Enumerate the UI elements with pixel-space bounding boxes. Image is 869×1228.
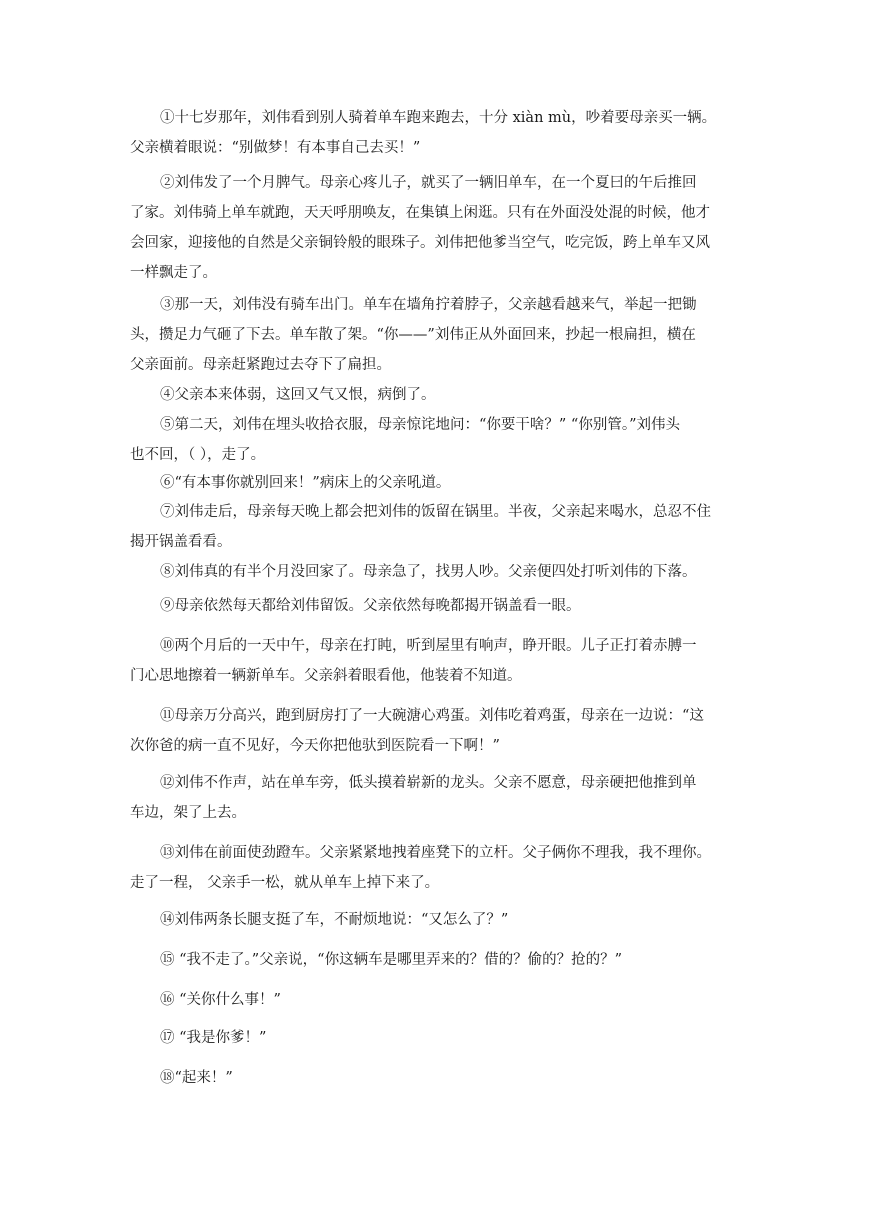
text-line: ⑮ “我不走了。”父亲说，“你这辆车是哪里弄来的？借的？偷的？抢的？” — [160, 952, 623, 968]
text-line: 了家。刘伟骑上单车就跑，天天呼朋唤友，在集镇上闲逛。只有在外面没处混的时候，他才 — [130, 205, 710, 221]
text-line: ③那一天，刘伟没有骑车出门。单车在墙角拧着脖子，父亲越看越来气，举起一把锄 — [160, 297, 697, 313]
paragraph-18 — [130, 1063, 740, 1093]
paragraph-2 — [130, 168, 740, 288]
text-line: ⑦刘伟走后，母亲每天晚上都会把刘伟的饭留在锅里。半夜，父亲起来喝水，总忍不住 — [160, 504, 711, 520]
text-line: ⑱“起来！” — [160, 1070, 233, 1086]
text-line: ⑬刘伟在前面使劲蹬车。父亲紧紧地拽着座凳下的立杆。父子俩你不理我，我不理你。 — [160, 845, 711, 861]
text-line: ②刘伟发了一个月脾气。母亲心疼儿子，就买了一辆旧单车，在一个夏曰的午后推回 — [160, 175, 697, 191]
text-line: ①十七岁那年，刘伟看到别人骑着单车跑来跑去，十分 xiàn mù，吵着要母亲买一辆。 — [160, 110, 717, 126]
text-line: ⑪母亲万分高兴，跑到厨房打了一大碗溏心鸡蛋。刘伟吃着鸡蛋，母亲在一边说：“这 — [160, 708, 704, 724]
paragraph-4 — [130, 380, 740, 410]
text-line: ⑯ “关你什么事！” — [160, 992, 281, 1008]
text-line: ④父亲本来体弱，这回又气又恨，病倒了。 — [160, 387, 436, 403]
text-line: 揭开锅盖看看。 — [130, 534, 232, 550]
text-line: 父亲横着眼说：“别做梦！有本事自己去买！” — [130, 140, 421, 156]
paragraph-15 — [130, 945, 740, 975]
text-line: ⑫刘伟不作声，站在单车旁，低头摸着崭新的龙头。父亲不愿意，母亲硬把他推到单 — [160, 775, 697, 791]
paragraph-5 — [130, 410, 740, 470]
paragraph-6 — [130, 468, 740, 498]
text-line: 也不回，（ ），走了。 — [130, 447, 266, 463]
text-line: 头，攒足力气砸了下去。单车散了架。“你——”刘伟正从外面回来，抄起一根扁担，横在 — [130, 327, 696, 343]
paragraph-16 — [130, 985, 740, 1015]
text-line: 父亲面前。母亲赶紧跑过去夺下了扁担。 — [130, 357, 391, 373]
text-line: ⑭刘伟两条长腿支挺了车，不耐烦地说：“又怎么了？” — [160, 912, 509, 928]
paragraph-11 — [130, 701, 740, 761]
paragraph-1 — [130, 103, 740, 163]
text-line: ⑥“有本事你就别回来！”病床上的父亲吼道。 — [160, 475, 451, 491]
text-line: 次你爸的病一直不见好，今天你把他驮到医院看一下啊！” — [130, 738, 500, 754]
text-line: 门心思地擦着一辆新单车。父亲斜着眼看他，他装着不知道。 — [130, 668, 522, 684]
paragraph-7 — [130, 497, 740, 557]
paragraph-10 — [130, 631, 740, 691]
paragraph-3 — [130, 290, 740, 380]
text-line: ⑰ “我是你爹！” — [160, 1030, 267, 1046]
text-line: ⑧刘伟真的有半个月没回家了。母亲急了，找男人吵。父亲便四处打听刘伟的下落。 — [160, 564, 697, 580]
text-line: ⑨母亲依然每天都给刘伟留饭。父亲依然每晚都揭开锅盖看一眼。 — [160, 598, 581, 614]
paragraph-12 — [130, 768, 740, 828]
text-line: 走了一程， 父亲手一松，就从单车上掉下来了。 — [130, 875, 440, 891]
text-line: 会回家，迎接他的自然是父亲铜铃般的眼珠子。刘伟把他爹当空气，吃完饭，跨上单车又风 — [130, 235, 710, 251]
paragraph-9 — [130, 591, 740, 621]
paragraph-17 — [130, 1023, 740, 1053]
text-line: ⑤第二天，刘伟在埋头收拾衣服，母亲惊诧地问：“你要干啥？” “你别管。”刘伟头 — [160, 417, 681, 433]
text-line: ⑩两个月后的一天中午，母亲在打盹，听到屋里有响声，睁开眼。儿子正打着赤膊一 — [160, 638, 697, 654]
paragraph-14 — [130, 905, 740, 935]
paragraph-13 — [130, 838, 740, 898]
paragraph-8 — [130, 557, 740, 587]
text-line: 车边，架了上去。 — [130, 805, 246, 821]
text-line: 一样飘走了。 — [130, 265, 217, 281]
